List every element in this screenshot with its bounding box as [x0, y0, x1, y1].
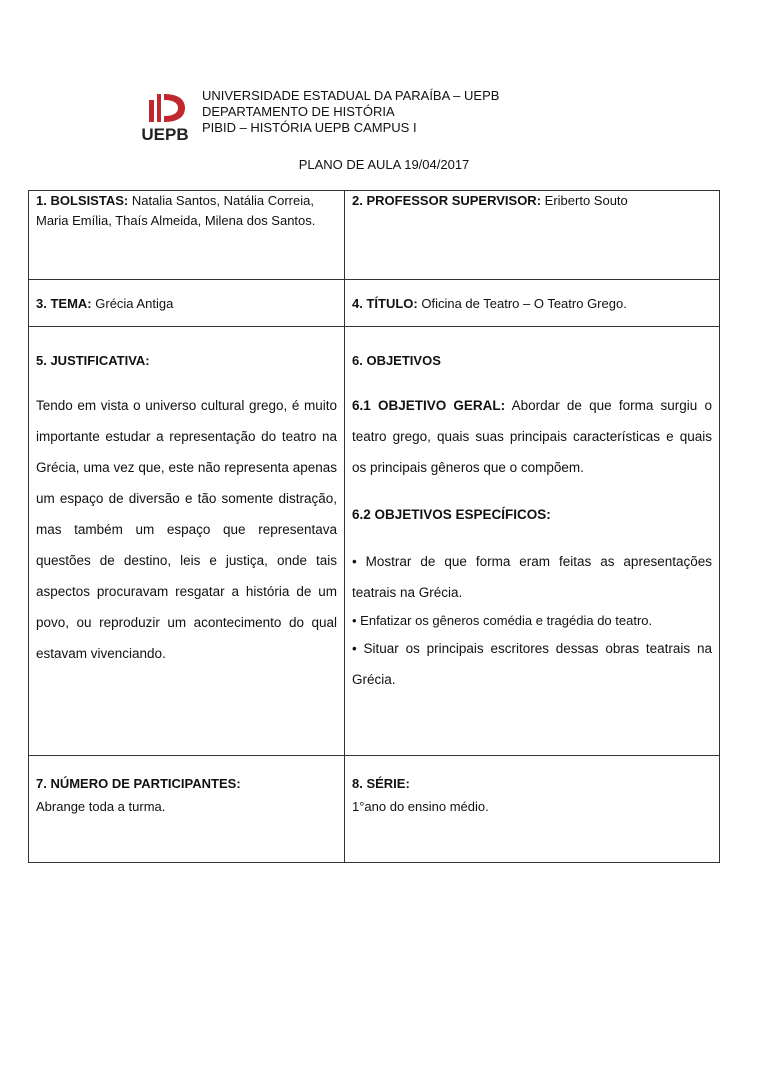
theme-value: Grécia Antiga — [95, 296, 174, 311]
supervisor-cell — [345, 191, 720, 280]
participants-value: Abrange toda a turma. — [36, 799, 166, 814]
participants-label: 7. NÚMERO DE PARTICIPANTES: — [36, 776, 241, 791]
theme-label: 3. TEMA: — [36, 296, 92, 311]
specific-objectives-label: 6.2 OBJETIVOS ESPECÍFICOS: — [352, 507, 551, 522]
justification-cell — [29, 327, 345, 756]
lesson-plan-table — [28, 190, 720, 863]
specific-objective-item: • Enfatizar os gêneros comédia e tragédia do teatro. — [352, 613, 653, 628]
scholarship-holders-label: 1. BOLSISTAS: — [36, 193, 129, 208]
theme-cell — [29, 280, 345, 327]
justification-label: 5. JUSTIFICATIVA: — [36, 353, 150, 368]
grade-cell — [345, 756, 720, 863]
general-objective — [352, 390, 712, 483]
objectives-label: 6. OBJETIVOS — [352, 353, 441, 368]
justification-text: Tendo em vista o universo cultural grego, é muito importante estudar a representação do teatro na Grécia, uma vez que, este não representa apenas um espaço de diversão e tão somente distração, mas também um espaço que representava questões de destino, leis e justiça, onde tais aspectos procuravam resgatar a história de um povo, ou reproduzir um acontecimento do qual estavam vivenciando. — [36, 398, 337, 661]
plan-title: PLANO DE AULA 19/04/2017 — [298, 157, 470, 172]
title-label: 4. TÍTULO: — [352, 296, 418, 311]
supervisor-label: 2. PROFESSOR SUPERVISOR: — [352, 193, 542, 208]
objectives-cell — [345, 327, 720, 756]
specific-objective-item: • Mostrar de que forma eram feitas as apresentações teatrais na Grécia. — [352, 554, 712, 600]
uepb-logo — [135, 92, 195, 144]
general-objective-text: Abordar de que forma surgiu o teatro grego, quais suas principais características e quais os principais gêneros que o compõem. — [352, 398, 713, 475]
program-name: PIBID – HISTÓRIA UEPB CAMPUS I — [202, 120, 417, 135]
university-name: UNIVERSIDADE ESTADUAL DA PARAÍBA – UEPB — [202, 88, 500, 103]
grade-label: 8. SÉRIE: — [352, 776, 410, 791]
general-objective-label: 6.1 OBJETIVO GERAL: — [352, 398, 506, 413]
uepb-logo-text: UEPB — [141, 125, 189, 144]
title-cell — [345, 280, 720, 327]
document-header — [135, 88, 655, 148]
title-value: Oficina de Teatro – O Teatro Grego. — [421, 296, 627, 311]
grade-value: 1°ano do ensino médio. — [352, 799, 489, 814]
specific-objective-item: • Situar os principais escritores dessas obras teatrais na Grécia. — [352, 641, 712, 687]
participants-cell — [29, 756, 345, 863]
scholarship-holders-cell — [29, 191, 345, 280]
department-name: DEPARTAMENTO DE HISTÓRIA — [202, 104, 395, 119]
scholarship-holders-value: Natalia Santos, Natália Correia, Maria Emília, Thaís Almeida, Milena dos Santos. — [36, 193, 316, 228]
supervisor-value: Eriberto Souto — [544, 193, 628, 208]
